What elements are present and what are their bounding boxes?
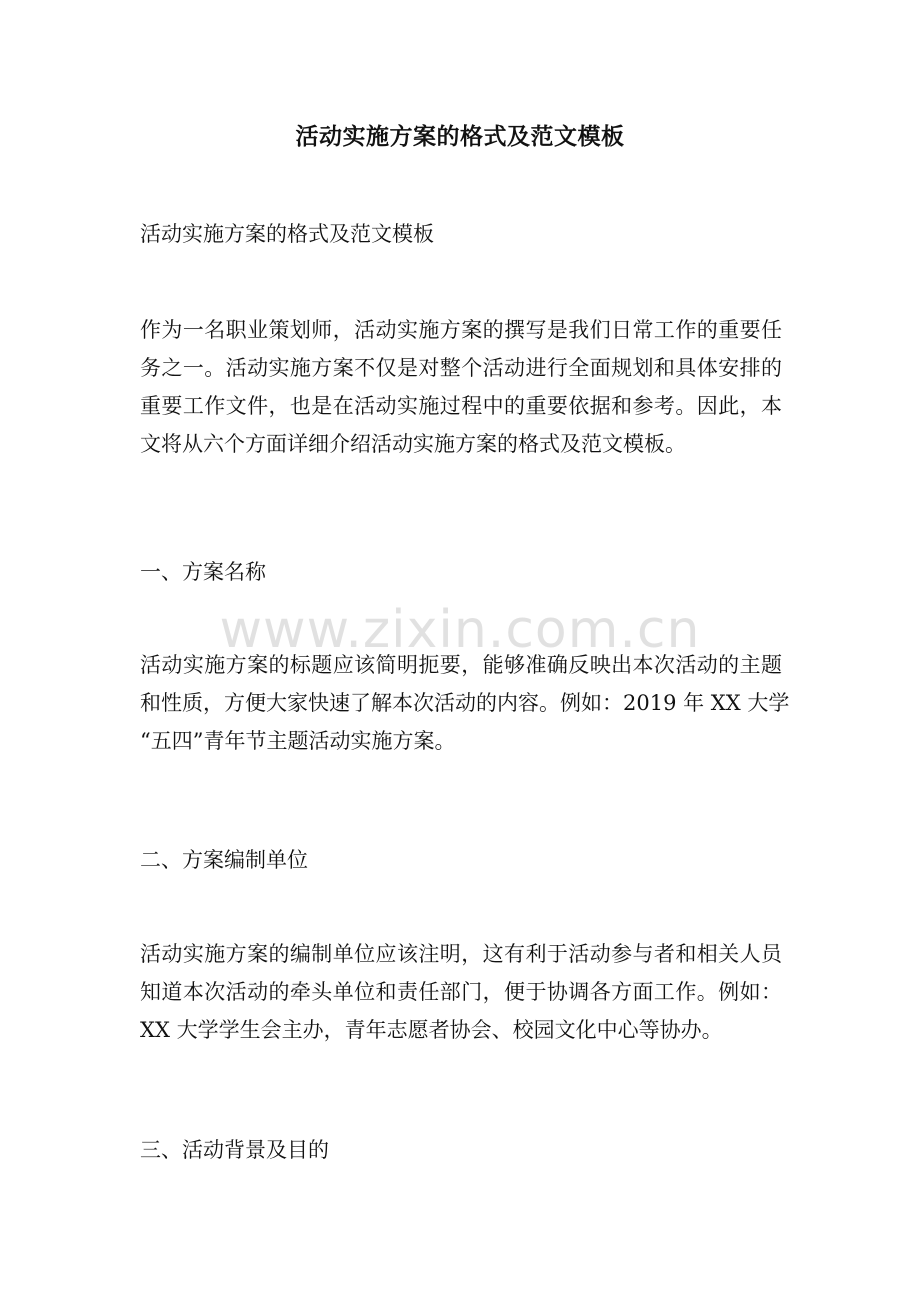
section-1-line-3: “五四”青年节主题活动实施方案。: [140, 729, 456, 753]
section-3-heading-text: 三、活动背景及目的: [140, 1138, 329, 1162]
section-1-paragraph: [140, 646, 790, 760]
section-2-heading-text: 二、方案编制单位: [140, 848, 308, 872]
section-1-heading: [140, 553, 782, 591]
section-3-heading: [140, 1131, 782, 1169]
intro-line-2: 务之一。活动实施方案不仅是对整个活动进行全面规划和具体安排的: [140, 356, 782, 380]
section-2-line-2: 知道本次活动的牵头单位和责任部门，便于协调各方面工作。例如：: [140, 980, 782, 1004]
intro-line-3: 重要工作文件，也是在活动实施过程中的重要依据和参考。因此，本: [140, 394, 782, 418]
section-1-line-2: 和性质，方便大家快速了解本次活动的内容。例如：2019 年 XX 大学: [140, 691, 790, 715]
section-2-heading: [140, 841, 782, 879]
intro-line-1: 作为一名职业策划师，活动实施方案的撰写是我们日常工作的重要任: [140, 318, 782, 342]
intro-line-4: 文将从六个方面详细介绍活动实施方案的格式及范文模板。: [140, 432, 686, 456]
section-2-line-3: XX 大学学生会主办，青年志愿者协会、校园文化中心等协办。: [140, 1018, 723, 1042]
document-title: 活动实施方案的格式及范文模板: [295, 123, 625, 150]
section-1-line-1: 活动实施方案的标题应该简明扼要，能够准确反映出本次活动的主题: [140, 653, 782, 677]
subtitle-text: 活动实施方案的格式及范文模板: [140, 222, 434, 246]
watermark: www.zixin.com.cn: [219, 600, 701, 660]
document-subtitle: [140, 215, 782, 253]
intro-paragraph: [140, 311, 782, 463]
section-2-paragraph: [140, 935, 782, 1049]
section-2-line-1: 活动实施方案的编制单位应该注明，这有利于活动参与者和相关人员: [140, 942, 782, 966]
section-1-heading-text: 一、方案名称: [140, 560, 266, 584]
